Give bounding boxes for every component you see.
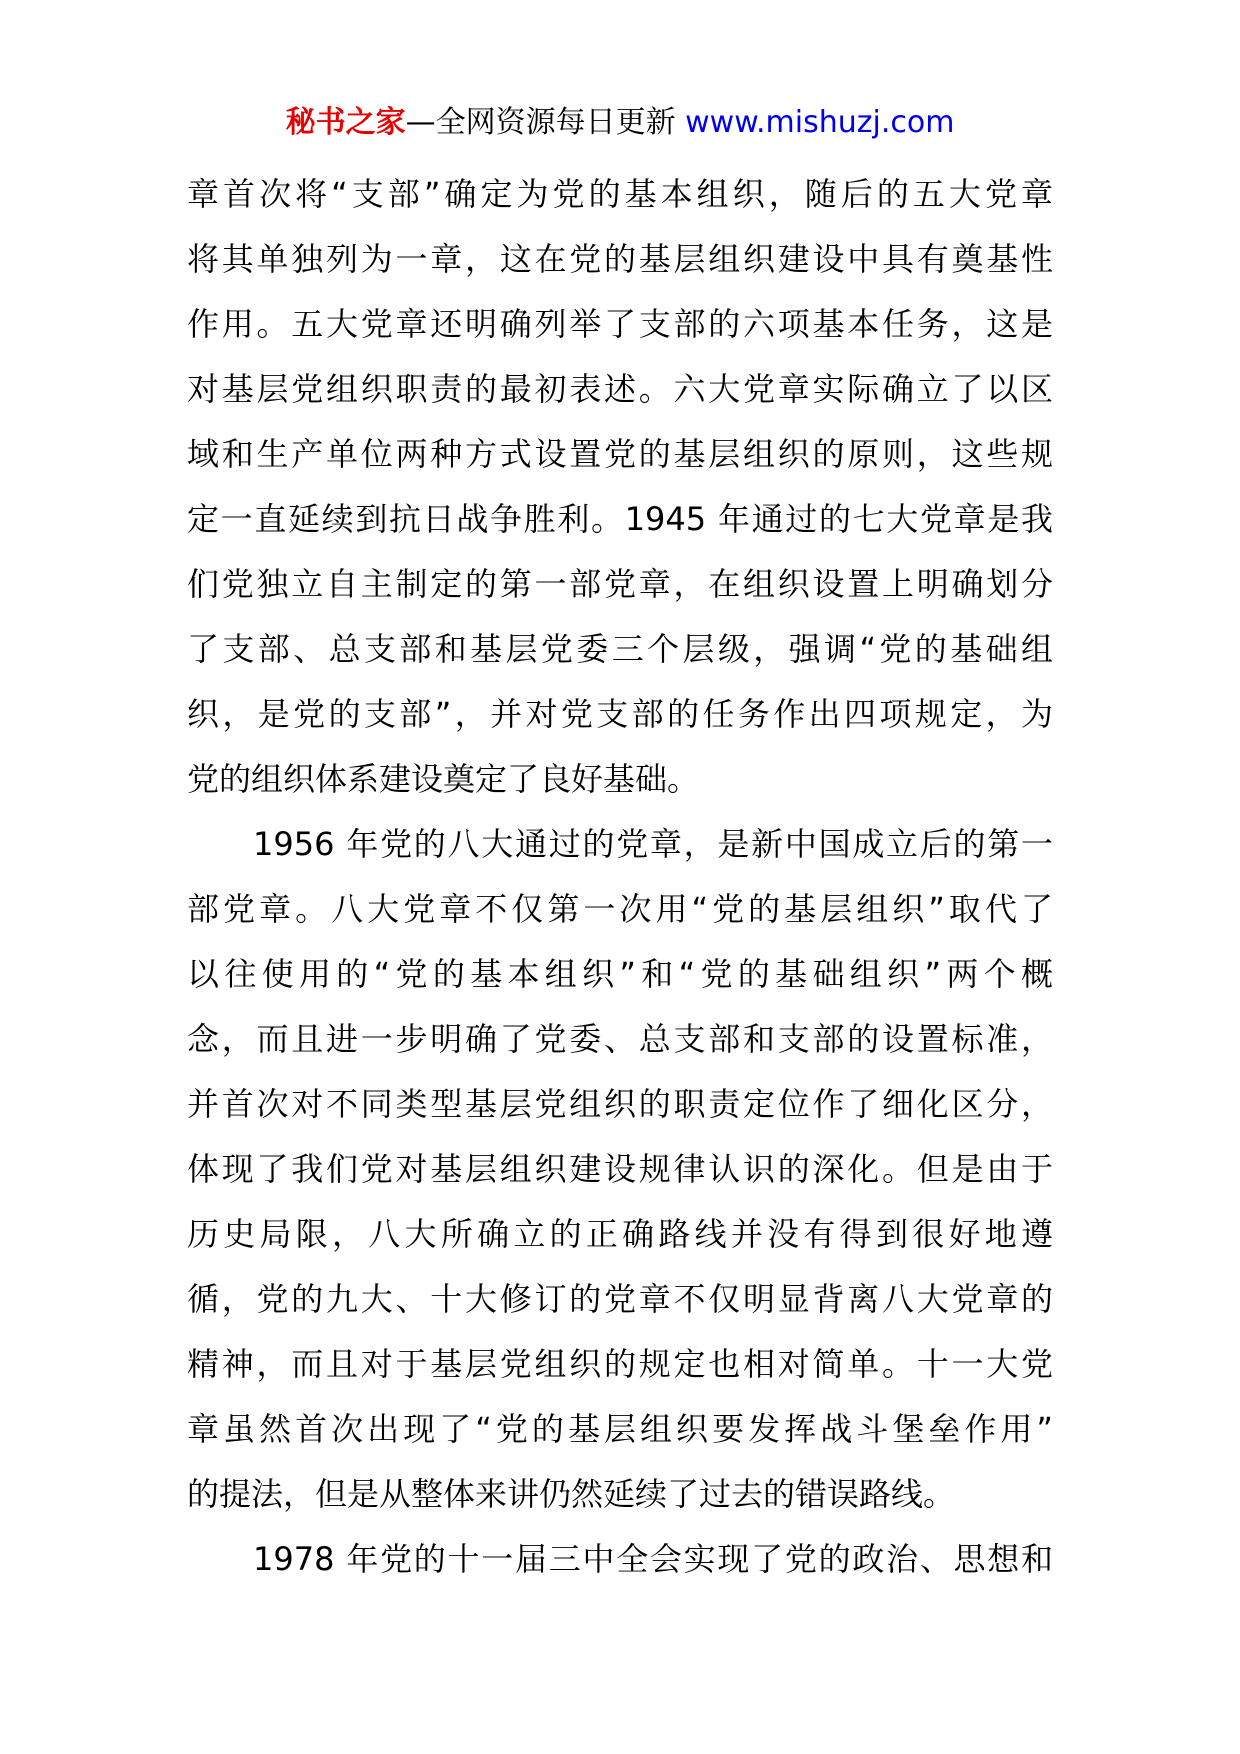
text-line: 循，党的九大、十大修订的党章不仅明显背离八大党章的 xyxy=(187,1280,1053,1318)
text-line: 定一直延续到抗日战争胜利。1945 年通过的七大党章是我 xyxy=(187,500,1053,538)
paragraph-first-line: 1978 年党的十一届三中全会实现了党的政治、思想和 xyxy=(253,1540,1053,1578)
page-header xyxy=(0,101,1240,145)
header-brand: 秘书之家 xyxy=(285,105,406,140)
text-line: 章虽然首次出现了“党的基层组织要发挥战斗堡垒作用” xyxy=(187,1410,1053,1448)
text-line: 历史局限，八大所确立的正确路线并没有得到很好地遵 xyxy=(187,1215,1053,1253)
text-line: 的提法，但是从整体来讲仍然延续了过去的错误路线。 xyxy=(187,1475,956,1513)
text-line: 们党独立自主制定的第一部党章，在组织设置上明确划分 xyxy=(187,565,1053,603)
document-body xyxy=(187,162,1053,1592)
text-line: 章首次将“支部”确定为党的基本组织，随后的五大党章 xyxy=(187,175,1053,213)
text-line: 党的组织体系建设奠定了良好基础。 xyxy=(187,760,700,798)
header-tagline: —全网资源每日更新 xyxy=(405,105,686,140)
text-line: 了支部、总支部和基层党委三个层级，强调“党的基础组 xyxy=(187,630,1053,668)
text-line: 对基层党组织职责的最初表述。六大党章实际确立了以区 xyxy=(187,370,1053,408)
text-line: 以往使用的“党的基本组织”和“党的基础组织”两个概 xyxy=(187,955,1053,993)
text-line: 织，是党的支部”，并对党支部的任务作出四项规定，为 xyxy=(187,695,1053,733)
text-line: 念，而且进一步明确了党委、总支部和支部的设置标准， xyxy=(187,1020,1053,1058)
text-line: 部党章。八大党章不仅第一次用“党的基层组织”取代了 xyxy=(187,890,1053,928)
header-url: www.mishuzj.com xyxy=(685,105,955,140)
paragraph-first-line: 1956 年党的八大通过的党章，是新中国成立后的第一 xyxy=(253,825,1053,863)
text-line: 将其单独列为一章，这在党的基层组织建设中具有奠基性 xyxy=(187,240,1053,278)
text-line: 并首次对不同类型基层党组织的职责定位作了细化区分， xyxy=(187,1085,1053,1123)
text-line: 域和生产单位两种方式设置党的基层组织的原则，这些规 xyxy=(187,435,1053,473)
text-line: 体现了我们党对基层组织建设规律认识的深化。但是由于 xyxy=(187,1150,1053,1188)
text-line: 精神，而且对于基层党组织的规定也相对简单。十一大党 xyxy=(187,1345,1053,1383)
text-line: 作用。五大党章还明确列举了支部的六项基本任务，这是 xyxy=(187,305,1053,343)
